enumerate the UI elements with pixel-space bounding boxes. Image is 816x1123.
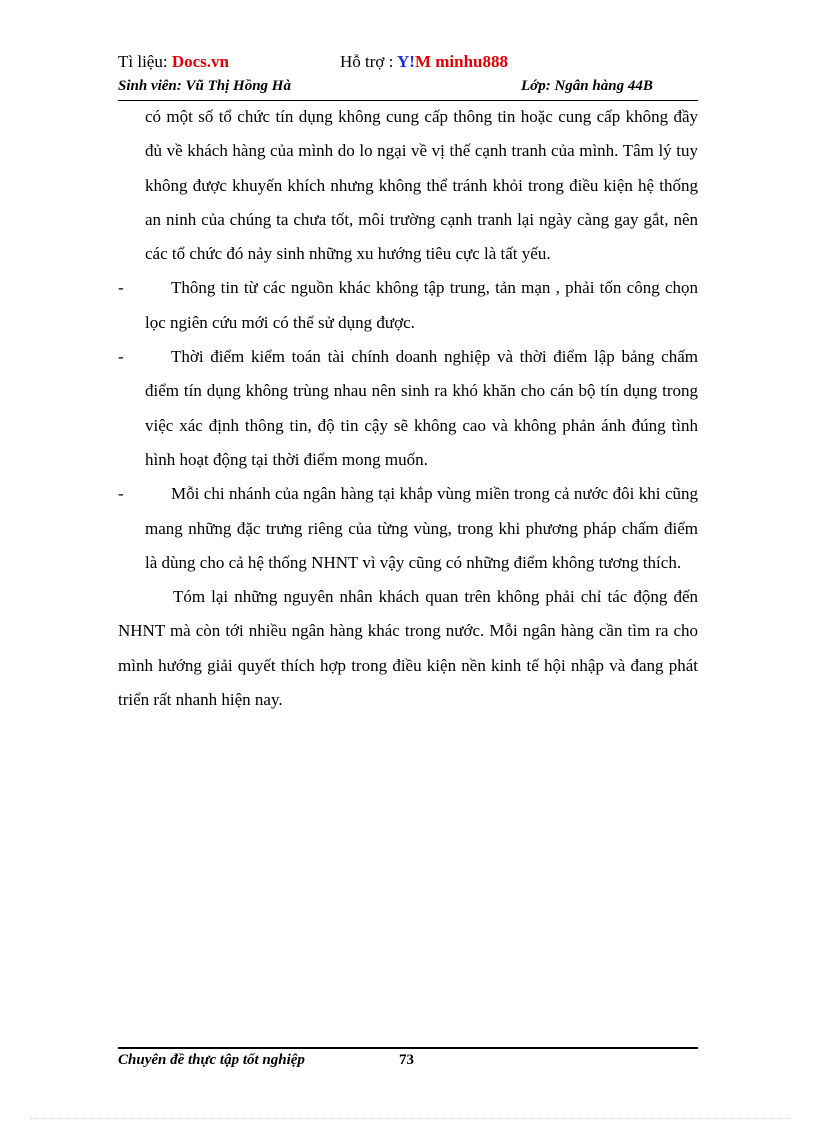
- bullet-item: [118, 271, 698, 340]
- bullet-item: [118, 477, 698, 580]
- page-number: 73: [399, 1052, 414, 1068]
- bullet-dash: -: [118, 278, 124, 298]
- bullet-text: Thông tin từ các nguồn khác không tập trung, tản mạn , phải tốn công chọn lọc ngiên cứu mới có thể sử dụng được.: [145, 278, 698, 332]
- bullet-text: Thời điểm kiểm toán tài chính doanh nghiệp và thời điểm lập bảng chấm điểm tín dụng không trùng nhau nên sinh ra khó khăn cho cán bộ tín dụng trong việc xác định thông tin, độ tin cậy sẽ không cao và không phản ánh đúng tình hình hoạt động tại thời điểm mong muốn.: [145, 347, 698, 469]
- doc-site-link[interactable]: Docs.vn: [171, 52, 229, 71]
- ym-m-text: M: [414, 52, 431, 71]
- page-bottom-border: [30, 1118, 790, 1119]
- source-line: [118, 52, 229, 72]
- support-user: minhu888: [435, 52, 508, 71]
- ym-y-text: Y!: [397, 52, 415, 71]
- bullet-dash: -: [118, 347, 124, 367]
- continuation-paragraph: có một số tổ chức tín dụng không cung cấp thông tin hoặc cung cấp không đầy đủ về khách hàng của mình do lo ngại về vị thế cạnh tranh của mình. Tâm lý tuy không được khuyến khích nhưng không thể tránh khỏi trong điều kiện hệ thống an ninh của chúng ta chưa tốt, môi trường cạnh tranh lại ngày càng gay gắt, nên các tổ chức đó nảy sinh những xu hướng tiêu cực là tất yếu.: [145, 107, 698, 264]
- support-line: [340, 52, 508, 72]
- doc-label: Tì liệu:: [118, 52, 168, 71]
- bullet-dash: -: [118, 484, 124, 504]
- bullet-item: [118, 340, 698, 477]
- document-body: [118, 100, 698, 717]
- footer-divider: [118, 1047, 698, 1049]
- bullet-text: Mỗi chi nhánh của ngân hàng tại khắp vùng miền trong cả nước đôi khi cũng mang những đặc trưng riêng của từng vùng, trong khi phương pháp chấm điểm là dùng cho cả hệ thống NHNT vì vậy cũng có những điểm không tương thích.: [145, 484, 698, 572]
- footer-title: Chuyên đề thực tập tốt nghiệp: [118, 1052, 305, 1068]
- class-name: Lớp: Ngân hàng 44B: [521, 78, 653, 94]
- student-name: Sinh viên: Vũ Thị Hồng Hà: [118, 78, 291, 94]
- support-label: Hỗ trợ :: [340, 52, 394, 71]
- summary-paragraph: Tóm lại những nguyên nhân khách quan trên không phải chỉ tác động đến NHNT mà còn tới nhiều ngân hàng khác trong nước. Mỗi ngân hàng cần tìm ra cho mình hướng giải quyết thích hợp trong điều kiện nền kinh tế hội nhập và đang phát triển rất nhanh hiện nay.: [118, 587, 698, 710]
